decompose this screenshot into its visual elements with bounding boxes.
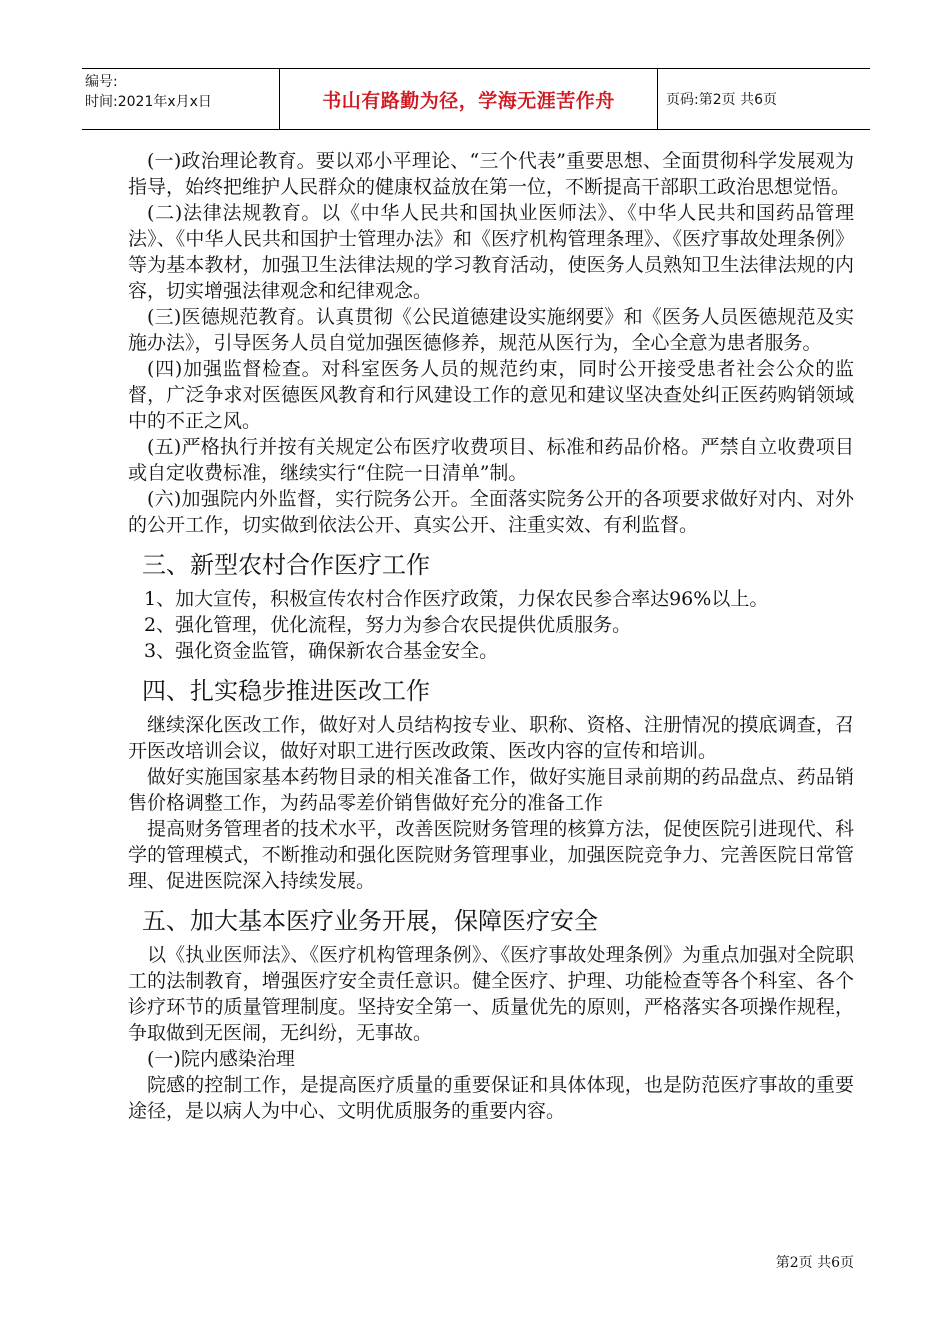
paragraph: 以《执业医师法》、《医疗机构管理条例》、《医疗事故处理条例》为重点加强对全院职工的法制教育，增强医疗安全责任意识。健全医疗、护理、功能检查等各个科室、各个诊疗环节的质量管理制度。坚持安全第一、质量优先的原则，严格落实各项操作规程，争取做到无医闹，无纠纷，无事故。 (128, 944, 854, 1044)
list-item: 3、强化资金监管，确保新农合基金安全。 (144, 640, 499, 662)
paragraph: (六)加强院内外监督，实行院务公开。全面落实院务公开的各项要求做好对内、对外的公开工作，切实做到依法公开、真实公开、注重实效、有利监督。 (128, 488, 854, 536)
paragraph: 提高财务管理者的技术水平，改善医院财务管理的核算方法，促使医院引进现代、科学的管理模式，不断推动和强化医院财务管理事业，加强医院竞争力、完善医院日常管理、促进医院深入持续发展。 (128, 818, 854, 892)
section-heading-5: 五、加大基本医疗业务开展，保障医疗安全 (142, 907, 598, 935)
section-heading-3: 三、新型农村合作医疗工作 (142, 551, 430, 579)
header-page-code (658, 69, 870, 129)
page-footer: 第2页 共6页 (775, 1255, 854, 1271)
document-body (128, 148, 854, 1124)
paragraph: 院感的控制工作，是提高医疗质量的重要保证和具体体现，也是防范医疗事故的重要途径，是以病人为中心、文明优质服务的重要内容。 (128, 1074, 854, 1122)
time-label: 时间:2021年x月x日 (85, 94, 212, 110)
page-code-text: 页码:第2页 共6页 (666, 92, 777, 108)
header-meta (82, 69, 280, 129)
paragraph: (五)严格执行并按有关规定公布医疗收费项目、标准和药品价格。严禁自立收费项目或自定收费标准，继续实行“住院一日清单”制。 (128, 436, 854, 484)
page-header (82, 68, 870, 130)
number-label: 编号: (85, 74, 118, 90)
list-item: 2、强化管理，优化流程，努力为参合农民提供优质服务。 (144, 614, 632, 636)
paragraph: (一)政治理论教育。要以邓小平理论、“三个代表”重要思想、全面贯彻科学发展观为指导，始终把维护人民群众的健康权益放在第一位，不断提高干部职工政治思想觉悟。 (128, 150, 854, 198)
paragraph: 继续深化医改工作，做好对人员结构按专业、职称、资格、注册情况的摸底调查，召开医改培训会议，做好对职工进行医改政策、医改内容的宣传和培训。 (128, 714, 854, 762)
motto-text: 书山有路勤为径，学海无涯苦作舟 (322, 89, 615, 112)
paragraph: (四)加强监督检查。对科室医务人员的规范约束，同时公开接受患者社会公众的监督，广泛争求对医德医风教育和行风建设工作的意见和建议坚决查处纠正医药购销领域中的不正之风。 (128, 358, 854, 432)
list-item: 1、加大宣传，积极宣传农村合作医疗政策，力保农民参合率达96%以上。 (144, 588, 769, 610)
subheading: (一)院内感染治理 (147, 1048, 295, 1070)
paragraph: (二)法律法规教育。以《中华人民共和国执业医师法》、《中华人民共和国药品管理法》、《中华人民共和国护士管理办法》和《医疗机构管理条理》、《医疗事故处理条例》等为基本教材，加强卫生法律法规的学习教育活动，使医务人员熟知卫生法律法规的内容，切实增强法律观念和纪律观念。 (128, 202, 854, 302)
paragraph: 做好实施国家基本药物目录的相关准备工作，做好实施目录前期的药品盘点、药品销售价格调整工作，为药品零差价销售做好充分的准备工作 (128, 766, 854, 814)
section-heading-4: 四、扎实稳步推进医改工作 (142, 677, 430, 705)
header-motto (280, 69, 658, 129)
paragraph: (三)医德规范教育。认真贯彻《公民道德建设实施纲要》和《医务人员医德规范及实施办法》，引导医务人员自觉加强医德修养，规范从医行为，全心全意为患者服务。 (128, 306, 854, 354)
